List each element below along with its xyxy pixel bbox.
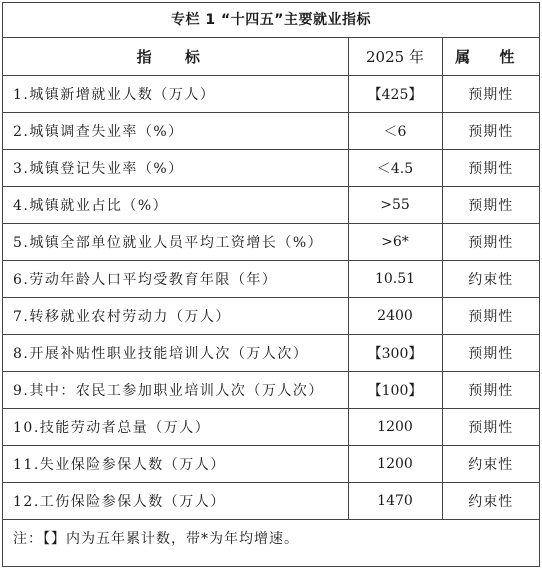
indicator-value: ＜6 [348,112,442,149]
indicator-name: 3.城镇登记失业率（%） [3,149,348,186]
indicator-name: 8.开展补贴性职业技能培训人次（万人次） [3,334,348,371]
indicator-name: 7.转移就业农村劳动力（万人） [3,297,348,334]
header-attribute: 属 性 [442,38,539,75]
table-row [3,482,539,519]
indicator-name: 5.城镇全部单位就业人员平均工资增长（%） [3,223,348,260]
indicator-attribute: 预期性 [442,408,539,445]
indicator-name: 6.劳动年龄人口平均受教育年限（年） [3,260,348,297]
indicator-value: 1470 [348,482,442,519]
indicator-attribute: 约束性 [442,482,539,519]
table-row [3,112,539,149]
indicator-value: ＜4.5 [348,149,442,186]
table-row [3,186,539,223]
indicator-value: 【100】 [348,371,442,408]
table-row [3,445,539,482]
indicator-value: >55 [348,186,442,223]
indicator-name: 11.失业保险参保人数（万人） [3,445,348,482]
indicator-value: 【425】 [348,75,442,112]
indicator-attribute: 预期性 [442,371,539,408]
indicator-attribute: 约束性 [442,445,539,482]
indicator-attribute: 预期性 [442,75,539,112]
indicator-attribute: 预期性 [442,149,539,186]
indicator-attribute: 预期性 [442,112,539,149]
indicator-value: 2400 [348,297,442,334]
table-row [3,334,539,371]
indicator-name: 10.技能劳动者总量（万人） [3,408,348,445]
indicator-name: 4.城镇就业占比（%） [3,186,348,223]
table-header-row [3,38,539,75]
table-row [3,408,539,445]
indicator-table [3,38,539,520]
table-title: 专栏 1 “十四五”主要就业指标 [3,3,539,38]
indicator-attribute: 预期性 [442,334,539,371]
indicator-value: >6* [348,223,442,260]
indicator-name: 2.城镇调查失业率（%） [3,112,348,149]
indicator-name: 1.城镇新增就业人数（万人） [3,75,348,112]
indicator-attribute: 预期性 [442,297,539,334]
indicator-attribute: 约束性 [442,260,539,297]
indicator-value: 【300】 [348,334,442,371]
table-row [3,260,539,297]
table-row [3,149,539,186]
indicator-name: 9.其中：农民工参加职业培训人次（万人次） [3,371,348,408]
header-indicator: 指 标 [3,38,348,75]
table-row [3,75,539,112]
header-year: 2025 年 [348,38,442,75]
indicator-value: 1200 [348,445,442,482]
table-footnote: 注：【】内为五年累计数，带*为年均增速。 [13,530,299,547]
table-row [3,223,539,260]
indicator-value: 1200 [348,408,442,445]
indicator-value: 10.51 [348,260,442,297]
indicator-table-panel [2,2,540,567]
indicator-attribute: 预期性 [442,186,539,223]
indicator-name: 12.工伤保险参保人数（万人） [3,482,348,519]
indicator-attribute: 预期性 [442,223,539,260]
table-row [3,371,539,408]
table-row [3,297,539,334]
